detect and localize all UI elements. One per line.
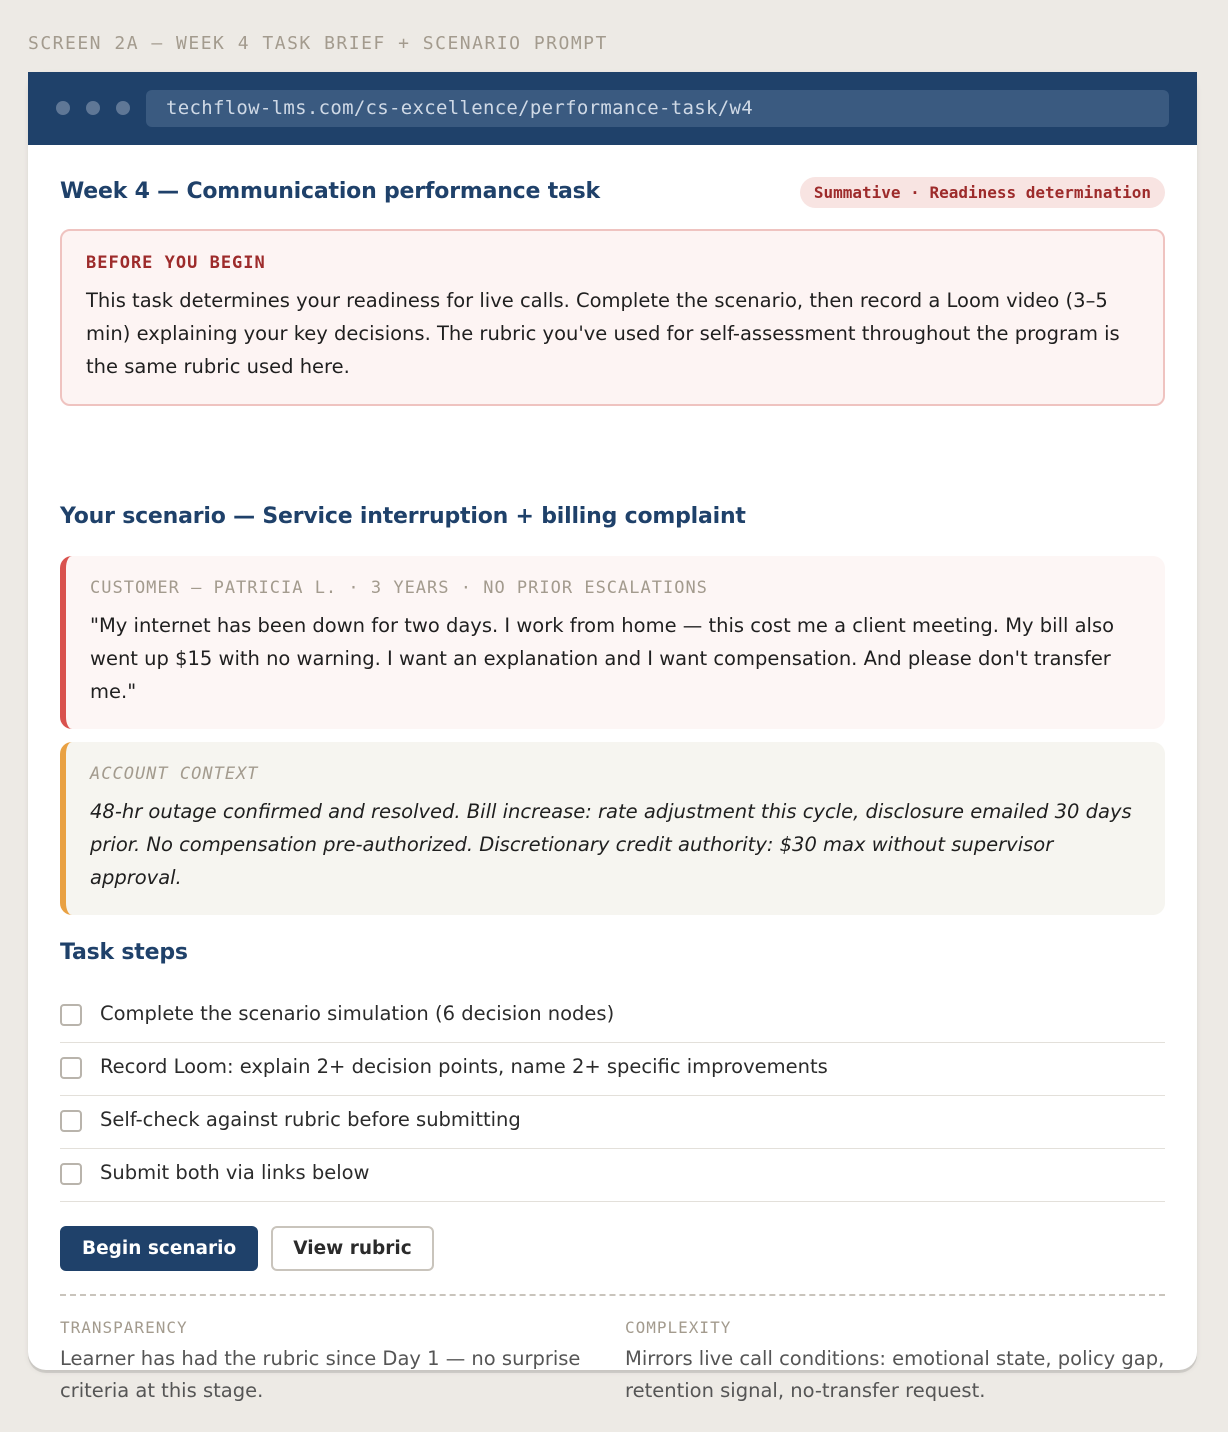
before-you-begin-notice bbox=[60, 229, 1165, 406]
transparency-note bbox=[60, 1318, 605, 1407]
step-checkbox[interactable] bbox=[60, 1163, 82, 1185]
note-text: Learner has had the rubric since Day 1 — no surprise criteria at this stage. bbox=[60, 1347, 581, 1402]
scenario-heading: Your scenario — Service interruption + billing complaint bbox=[60, 504, 746, 529]
page-header bbox=[60, 145, 1165, 237]
address-bar[interactable]: techflow-lms.com/cs-excellence/performance-task/w4 bbox=[146, 90, 1169, 127]
view-rubric-button[interactable]: View rubric bbox=[271, 1226, 433, 1271]
action-buttons bbox=[60, 1226, 434, 1271]
step-label: Complete the scenario simulation (6 decision nodes) bbox=[100, 1002, 615, 1025]
complexity-note bbox=[625, 1318, 1170, 1407]
task-step[interactable] bbox=[60, 1149, 1165, 1202]
window-control-dot-icon[interactable] bbox=[56, 101, 70, 115]
account-context-card bbox=[60, 742, 1165, 915]
screen-label: SCREEN 2A — WEEK 4 TASK BRIEF + SCENARIO PROMPT bbox=[28, 33, 608, 54]
notice-label: BEFORE YOU BEGIN bbox=[86, 253, 266, 273]
customer-quote: "My internet has been down for two days. I work from home — this cost me a client meeting. My bill also went up $15 with no warning. I want an explanation and I want compensation. And please don't transfer me." bbox=[90, 614, 1115, 703]
task-brief bbox=[60, 145, 1165, 1402]
account-context-label: ACCOUNT CONTEXT bbox=[90, 764, 259, 784]
step-checkbox[interactable] bbox=[60, 1057, 82, 1079]
step-checkbox[interactable] bbox=[60, 1004, 82, 1026]
customer-label: CUSTOMER — PATRICIA L. · 3 YEARS · NO PRIOR ESCALATIONS bbox=[90, 578, 708, 598]
step-label: Record Loom: explain 2+ decision points, name 2+ specific improvements bbox=[100, 1055, 828, 1078]
step-label: Self-check against rubric before submitting bbox=[100, 1108, 521, 1131]
notice-text: This task determines your readiness for live calls. Complete the scenario, then record a Loom video (3–5 min) explaining your key decisions. The rubric you've used for self-assessment throughout the program is the same rubric used here. bbox=[86, 289, 1120, 378]
task-steps-heading: Task steps bbox=[60, 940, 188, 965]
step-label: Submit both via links below bbox=[100, 1161, 370, 1184]
account-context-text: 48-hr outage confirmed and resolved. Bill increase: rate adjustment this cycle, disclosure emailed 30 days prior. No compensation pre-authorized. Discretionary credit authority: $30 max without supervisor approval. bbox=[90, 800, 1132, 889]
customer-quote-card bbox=[60, 556, 1165, 729]
note-label: COMPLEXITY bbox=[625, 1318, 732, 1337]
dashed-divider bbox=[60, 1294, 1165, 1296]
window-control-dot-icon[interactable] bbox=[86, 101, 100, 115]
page-title: Week 4 — Communication performance task bbox=[60, 179, 600, 204]
window-control-dot-icon[interactable] bbox=[116, 101, 130, 115]
begin-scenario-button[interactable]: Begin scenario bbox=[60, 1226, 258, 1271]
task-step[interactable] bbox=[60, 1043, 1165, 1096]
note-text: Mirrors live call conditions: emotional state, policy gap, retention signal, no-transfer request. bbox=[625, 1347, 1165, 1402]
task-step[interactable] bbox=[60, 1096, 1165, 1149]
browser-titlebar bbox=[28, 72, 1197, 145]
browser-window bbox=[28, 72, 1197, 1402]
task-steps-list bbox=[60, 990, 1165, 1202]
note-label: TRANSPARENCY bbox=[60, 1318, 188, 1337]
status-badge: Summative · Readiness determination bbox=[800, 177, 1165, 208]
task-step[interactable] bbox=[60, 990, 1165, 1043]
step-checkbox[interactable] bbox=[60, 1110, 82, 1132]
